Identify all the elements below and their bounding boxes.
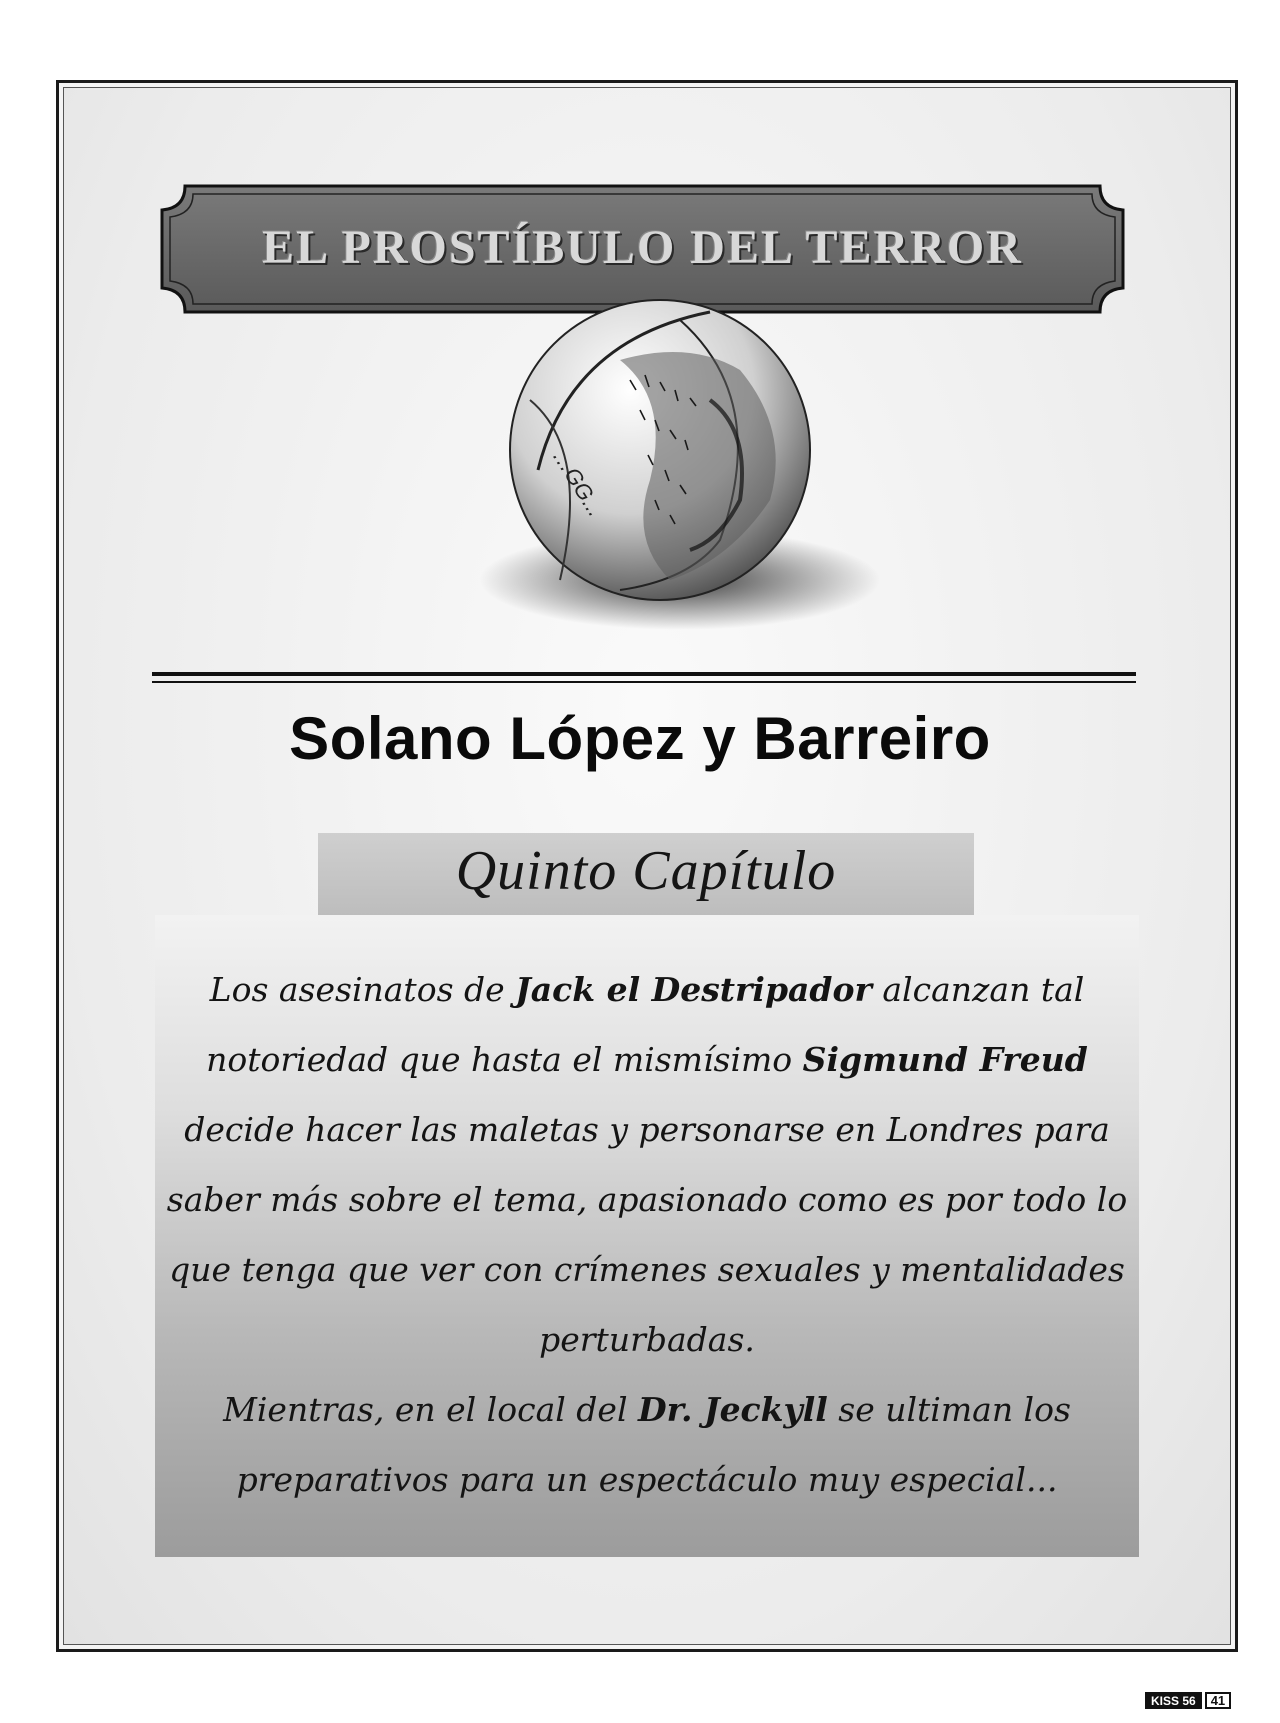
synopsis-paragraph-2 [155, 1375, 1139, 1515]
divider-rule-thick [152, 672, 1136, 676]
synopsis-text-run: Mientras, en el local del [223, 1390, 638, 1429]
folio-magazine: KISS 56 [1145, 1692, 1202, 1709]
synopsis-name-jeckyll: Dr. Jeckyll [638, 1390, 828, 1429]
synopsis-text [155, 955, 1139, 1515]
synopsis-panel [155, 915, 1139, 1557]
chapter-title: Quinto Capítulo [455, 840, 837, 902]
banner-title: EL PROSTÍBULO DEL TERROR [262, 221, 1023, 274]
synopsis-name-freud: Sigmund Freud [802, 1040, 1088, 1079]
chapter-label-box [318, 833, 974, 915]
page-folio [1145, 1692, 1231, 1709]
synopsis-text-run: decide hacer las maletas y personarse en Londres para saber más sobre el tema, apasionado como es por todo lo que tenga que ver con crímenes sexuales y mentalidades perturbadas. [166, 1110, 1128, 1359]
synopsis-text-run: Los asesinatos de [209, 970, 516, 1009]
synopsis-name-jack: Jack el Destripador [515, 970, 872, 1009]
folio-page-number: 41 [1205, 1692, 1231, 1709]
author-heading: Solano López y Barreiro [289, 705, 991, 772]
synopsis-text-run: alcanzan tal notoriedad que hasta el mismísimo [206, 970, 1085, 1079]
synopsis-text-run: se ultiman los preparativos para un espectáculo muy especial... [236, 1390, 1071, 1499]
synopsis-paragraph-1 [155, 955, 1139, 1375]
globe-illustration-icon [470, 280, 910, 640]
globe-caption-fragment: …GG... [547, 444, 609, 521]
divider-rule-thin [152, 681, 1136, 683]
